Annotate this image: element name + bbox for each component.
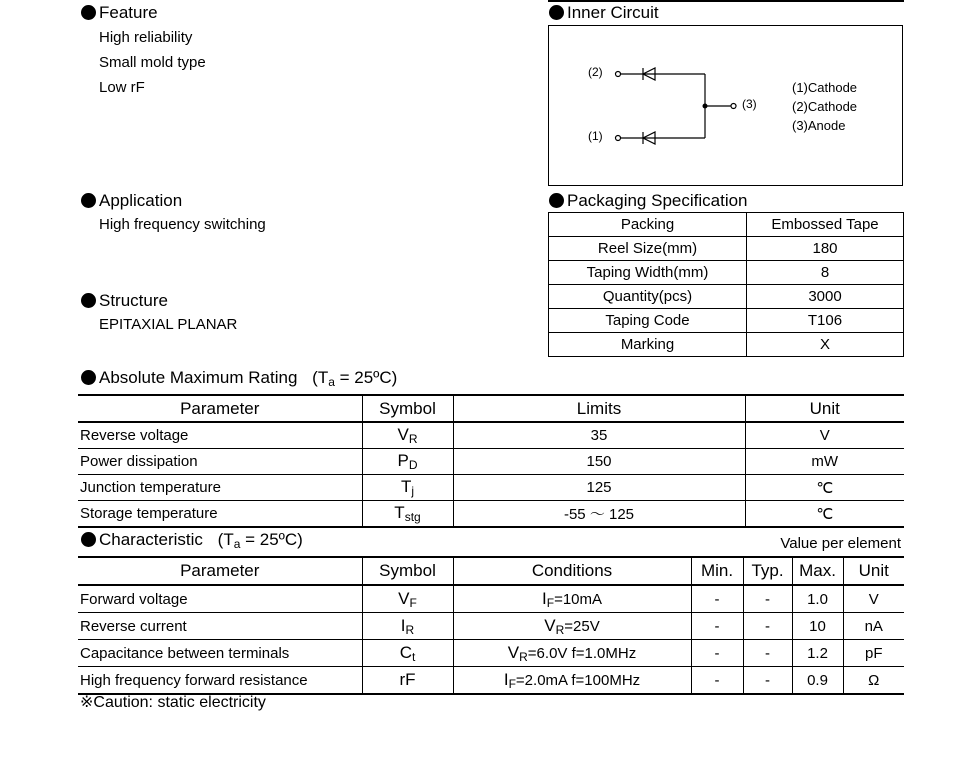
top-rule (548, 0, 904, 2)
bullet-icon (81, 5, 96, 20)
param-cell: Forward voltage (78, 585, 362, 613)
bullet-icon (81, 293, 96, 308)
unit-cell: ℃ (745, 501, 904, 528)
param-cell: Reverse voltage (78, 422, 362, 449)
packaging-heading: Packaging Specification (549, 191, 748, 211)
inner-circuit-heading: Inner Circuit (549, 3, 659, 23)
symbol-cell: $I_R$ (362, 613, 453, 640)
bullet-icon (81, 532, 96, 547)
table-row (549, 285, 904, 309)
limit-cell: 35 (453, 422, 745, 449)
max-cell: 1.0 (792, 585, 843, 613)
table-row (549, 261, 904, 285)
table-row (549, 237, 904, 261)
feature-list (99, 25, 206, 100)
pin-label: (3) (742, 97, 757, 111)
bullet-icon (549, 193, 564, 208)
bullet-icon (549, 5, 564, 20)
table-cell: Quantity(pcs) (549, 285, 747, 309)
typ-cell: - (743, 613, 792, 640)
param-cell: Capacitance between terminals (78, 640, 362, 667)
table-row (549, 309, 904, 333)
temperature-condition: ($T_a$ = 25ºC) (312, 368, 398, 389)
pin-label: (2) (588, 65, 603, 79)
unit-cell: ℃ (745, 475, 904, 501)
min-cell: - (691, 640, 743, 667)
column-header: Max. (792, 557, 843, 585)
application-heading: Application (81, 191, 182, 211)
column-header: Typ. (743, 557, 792, 585)
pin-1-terminal (616, 136, 621, 141)
unit-cell: pF (843, 640, 904, 667)
symbol-cell: $T_j$ (362, 475, 453, 501)
table-cell: 8 (747, 261, 904, 285)
table-cell: 3000 (747, 285, 904, 309)
param-cell: High frequency forward resistance (78, 667, 362, 695)
column-header: Min. (691, 557, 743, 585)
inner-circuit-box (548, 25, 903, 186)
column-header: Limits (453, 395, 745, 422)
table-row (78, 640, 904, 667)
min-cell: - (691, 585, 743, 613)
table-row (78, 475, 904, 501)
feature-item: Low rF (99, 79, 145, 96)
conditions-cell: $I_F=2.0mA$ f=100MHz (453, 667, 691, 695)
limit-cell: 125 (453, 475, 745, 501)
unit-cell: mW (745, 449, 904, 475)
pin-label: (1) (588, 129, 603, 143)
legend-item: (2)Cathode (792, 99, 858, 114)
limit-cell: -55 ～ 125 (453, 501, 745, 528)
param-cell: Storage temperature (78, 501, 362, 528)
column-header: Unit (843, 557, 904, 585)
structure-item: EPITAXIAL PLANAR (99, 316, 238, 333)
column-header: Parameter (78, 395, 362, 422)
value-per-element-note: Value per element (780, 535, 901, 552)
packaging-table (548, 212, 904, 357)
limit-cell: 150 (453, 449, 745, 475)
symbol-cell: $C_t$ (362, 640, 453, 667)
temperature-condition: ($T_a$ = 25ºC) (217, 530, 303, 551)
table-header-row (78, 395, 904, 422)
caution-note: ※Caution: static electricity (80, 694, 266, 711)
column-header: Unit (745, 395, 904, 422)
table-row (78, 613, 904, 640)
table-cell: T106 (747, 309, 904, 333)
min-cell: - (691, 613, 743, 640)
typ-cell: - (743, 640, 792, 667)
symbol-cell: $V_R$ (362, 422, 453, 449)
symbol-cell: rF (362, 667, 453, 695)
table-cell: Packing (549, 213, 747, 237)
table-header-row (78, 557, 904, 585)
max-cell: 1.2 (792, 640, 843, 667)
column-header: Parameter (78, 557, 362, 585)
unit-cell: nA (843, 613, 904, 640)
junction-dot (703, 104, 708, 109)
conditions-cell: $V_R=6.0V$ f=1.0MHz (453, 640, 691, 667)
typ-cell: - (743, 667, 792, 695)
symbol-cell: $P_D$ (362, 449, 453, 475)
param-cell: Junction temperature (78, 475, 362, 501)
table-row (549, 333, 904, 357)
symbol-cell: $T_{stg}$ (362, 501, 453, 528)
table-row (78, 501, 904, 528)
table-cell: Reel Size(mm) (549, 237, 747, 261)
pin-2-terminal (616, 72, 621, 77)
typ-cell: - (743, 585, 792, 613)
table-row (549, 213, 904, 237)
conditions-cell: $I_F=10mA$ (453, 585, 691, 613)
circuit-legend (792, 78, 857, 135)
param-cell: Power dissipation (78, 449, 362, 475)
legend-item: (3)Anode (792, 118, 846, 133)
table-row (78, 585, 904, 613)
unit-cell: Ω (843, 667, 904, 695)
application-item: High frequency switching (99, 216, 266, 233)
conditions-cell: $V_R=25V$ (453, 613, 691, 640)
column-header: Symbol (362, 395, 453, 422)
feature-item: Small mold type (99, 54, 206, 71)
table-cell: X (747, 333, 904, 357)
table-cell: Taping Width(mm) (549, 261, 747, 285)
legend-item: (1)Cathode (792, 80, 858, 95)
characteristic-heading: Characteristic ($T_a$ = 25ºC) (81, 530, 303, 554)
bullet-icon (81, 193, 96, 208)
abs-max-table (78, 394, 904, 528)
symbol-cell: $V_F$ (362, 585, 453, 613)
max-cell: 10 (792, 613, 843, 640)
unit-cell: V (745, 422, 904, 449)
table-cell: 180 (747, 237, 904, 261)
pin-3-terminal (731, 104, 736, 109)
table-cell: Taping Code (549, 309, 747, 333)
characteristic-table (78, 556, 904, 695)
structure-heading: Structure (81, 291, 168, 311)
column-header: Conditions (453, 557, 691, 585)
table-cell: Embossed Tape (747, 213, 904, 237)
feature-item: High reliability (99, 29, 193, 46)
param-cell: Reverse current (78, 613, 362, 640)
abs-max-heading: Absolute Maximum Rating ($T_a$ = 25ºC) (81, 368, 397, 392)
unit-cell: V (843, 585, 904, 613)
feature-heading: Feature (81, 3, 158, 23)
table-row (78, 422, 904, 449)
max-cell: 0.9 (792, 667, 843, 695)
min-cell: - (691, 667, 743, 695)
table-cell: Marking (549, 333, 747, 357)
table-row (78, 449, 904, 475)
column-header: Symbol (362, 557, 453, 585)
bullet-icon (81, 370, 96, 385)
